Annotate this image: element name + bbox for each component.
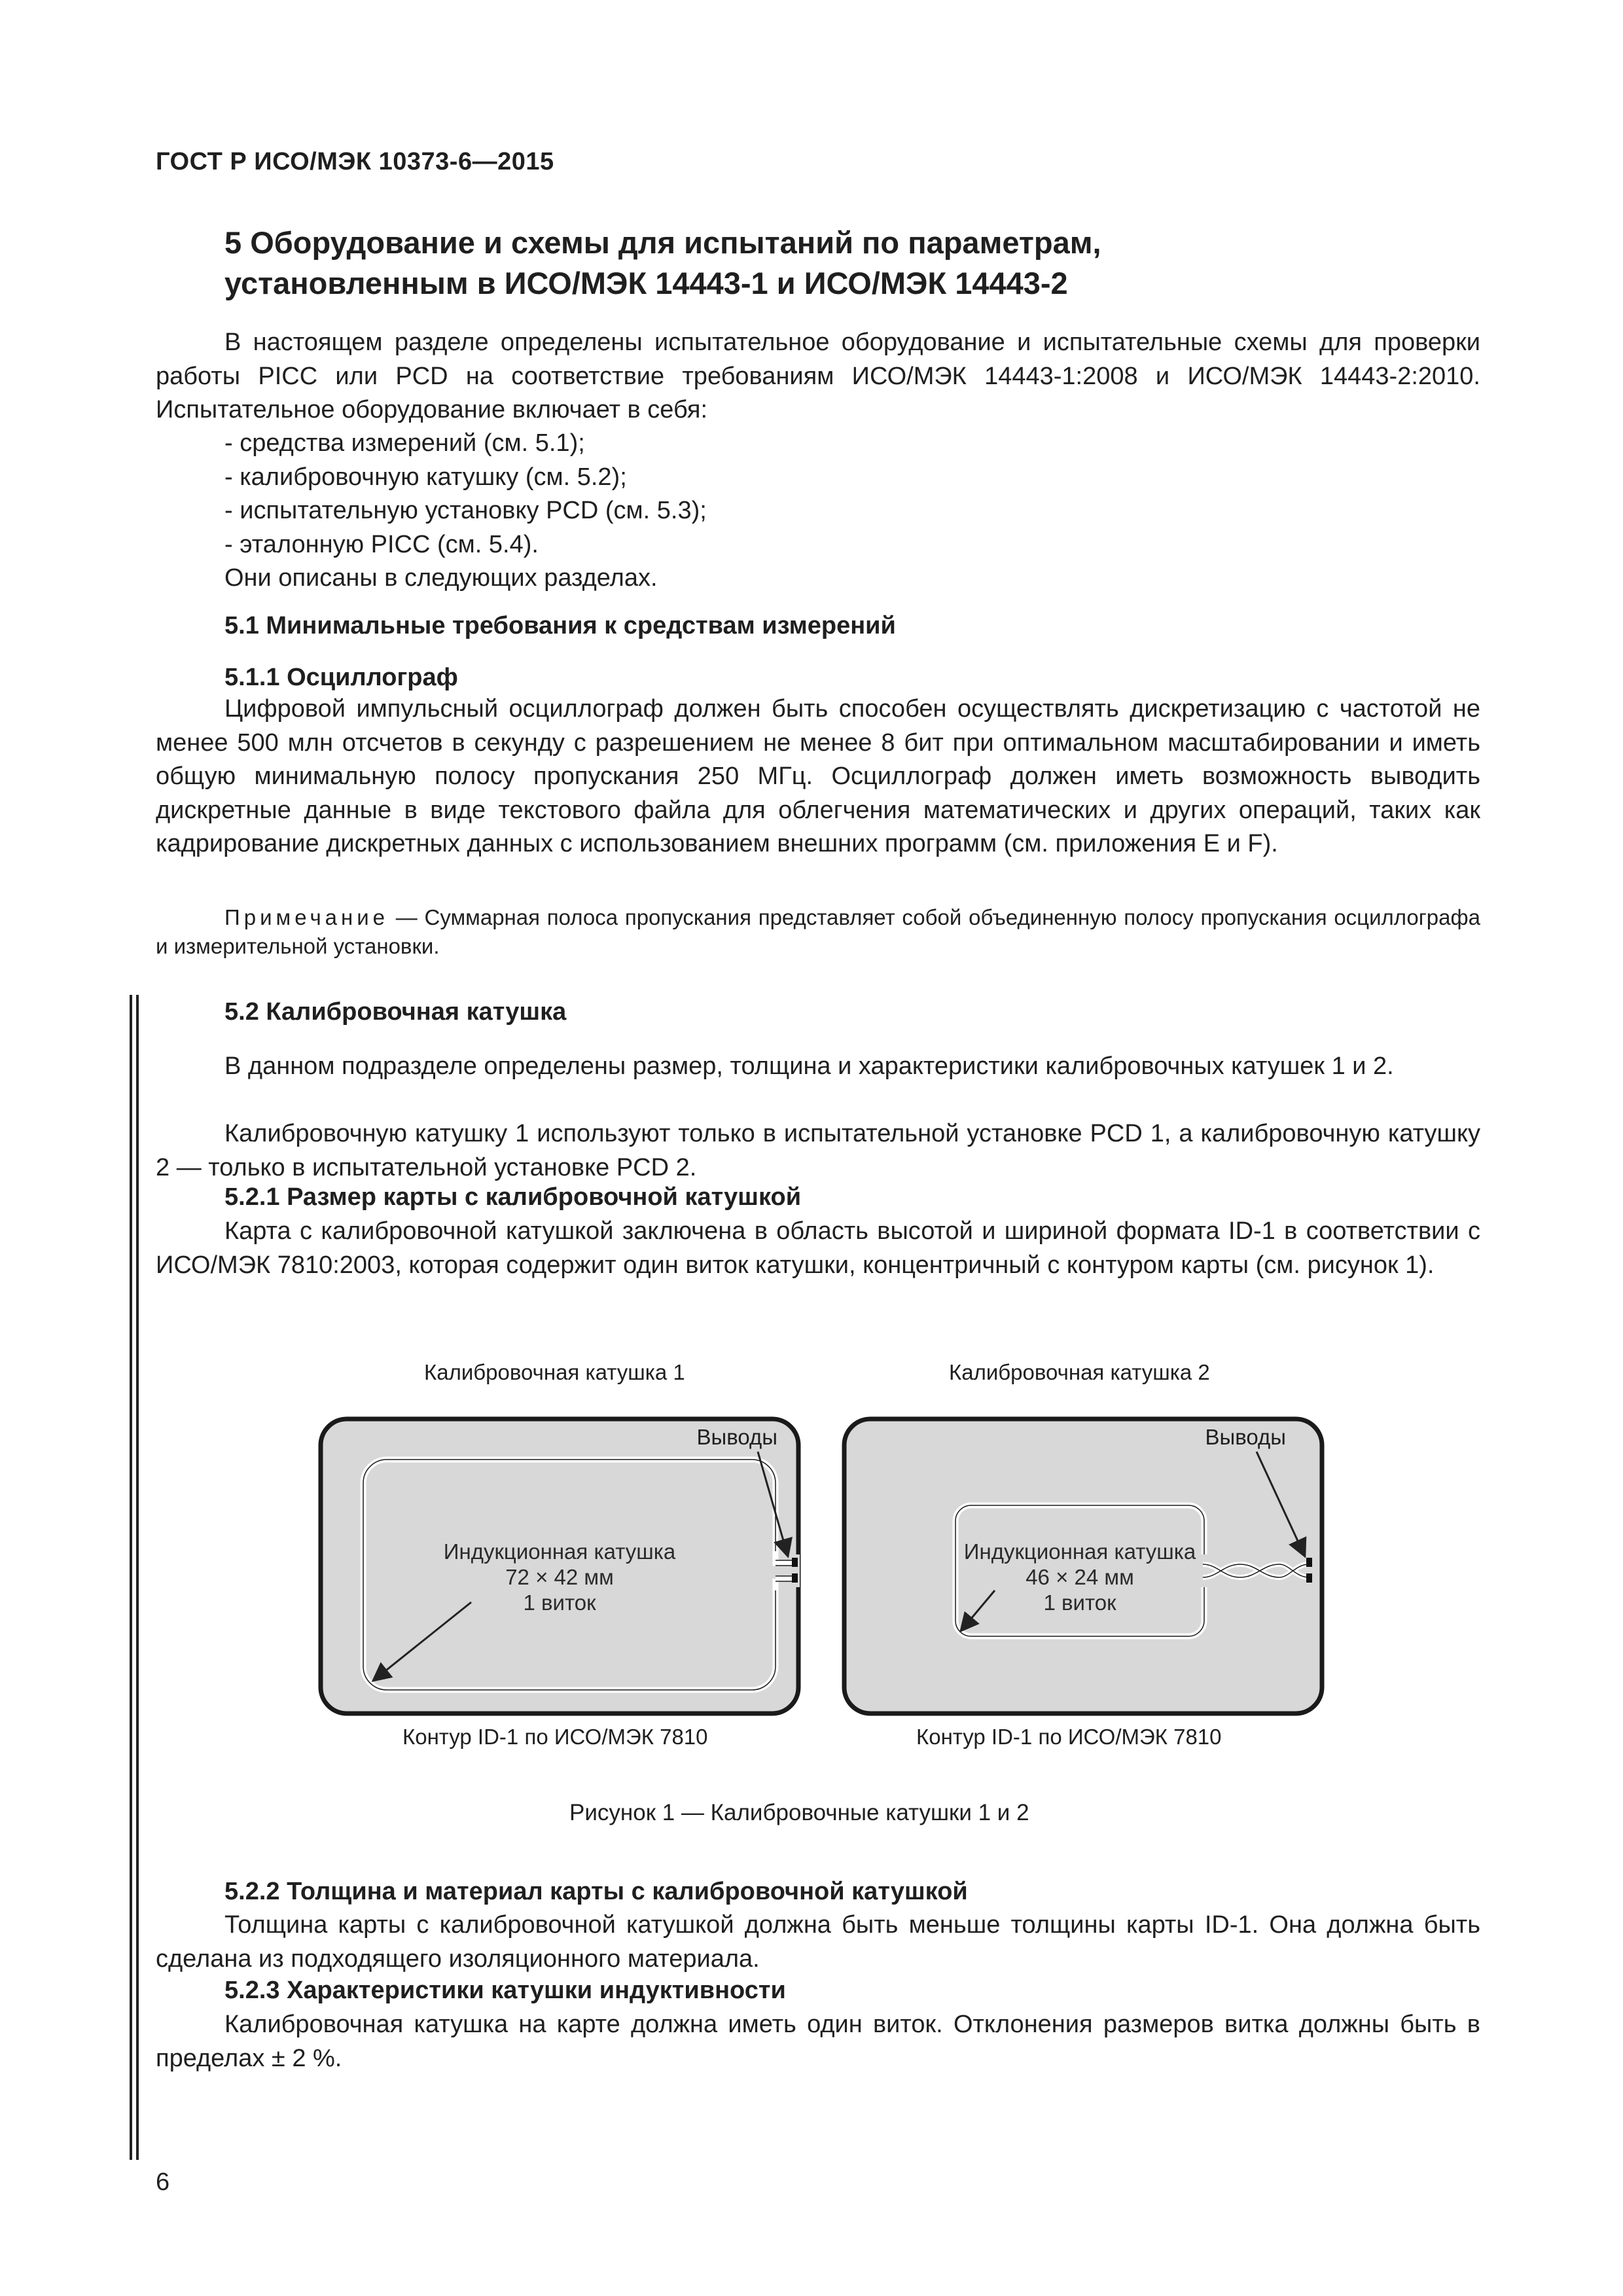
- section-5-closing: Они описаны в следующих разделах.: [224, 564, 658, 592]
- section-5-title-line2: установленным в ИСО/МЭК 14443-1 и ИСО/МЭК 14443-2: [224, 266, 1068, 300]
- note-text: — Суммарная полоса пропускания представляет собой объединенную полосу пропускания осциллографа и измерительной установки.: [156, 905, 1480, 958]
- coil-2-outline-label: Контур ID-1 по ИСО/МЭК 7810: [916, 1725, 1222, 1749]
- section-5-2-2-title: 5.2.2 Толщина и материал карты с калибровочной катушкой: [224, 1878, 968, 1905]
- section-5-2-1-text: Карта с калибровочной катушкой заключена в область высотой и шириной формата ID-1 в соответствии с ИСО/МЭК 7810:2003, которая содержит один виток катушки, концентричный с контуром карты (см. рисунок 1).: [156, 1217, 1480, 1279]
- coil-1-lead-terminal: [792, 1558, 798, 1567]
- coil-1-inner-line1: Индукционная катушка: [443, 1539, 676, 1564]
- section-5-2-1-title: 5.2.1 Размер карты с калибровочной катушкой: [224, 1183, 802, 1211]
- section-5-intro: В настоящем разделе определены испытательное оборудование и испытательные схемы для проверки работы PICC или PCD на соответствие требованиям ИСО/МЭК 14443-1:2008 и ИСО/МЭК 14443-2:2010. Испытательное оборудование включает в себя:: [156, 329, 1480, 423]
- list-item: - испытательную установку PCD (см. 5.3);: [224, 497, 707, 524]
- coil-1-inner-line3: 1 виток: [523, 1590, 596, 1615]
- note-label: Примечание: [224, 905, 389, 929]
- section-5-2-3-text: Калибровочная катушка на карте должна иметь один виток. Отклонения размеров витка должны быть в пределах ± 2 %.: [156, 2011, 1480, 2072]
- list-item: - средства измерений (см. 5.1);: [224, 429, 585, 457]
- document-header: ГОСТ Р ИСО/МЭК 10373-6—2015: [156, 148, 554, 175]
- section-5-2-p1: В данном подразделе определены размер, толщина и характеристики калибровочных катушек 1 и 2.: [224, 1052, 1394, 1080]
- coil-1-leads-label: Выводы: [696, 1425, 777, 1449]
- section-5-2-2-text: Толщина карты с калибровочной катушкой должна быть меньше толщины карты ID-1. Она должна быть сделана из подходящего изоляционного материала.: [156, 1911, 1480, 1973]
- section-5-title-line1: 5 Оборудование и схемы для испытаний по параметрам,: [224, 225, 1101, 260]
- figure-1-caption: Рисунок 1 — Калибровочные катушки 1 и 2: [569, 1800, 1029, 1825]
- section-5-1-1-text: Цифровой импульсный осциллограф должен быть способен осуществлять дискретизацию с частотой не менее 500 млн отсчетов в секунду с разрешением не менее 8 бит при оптимальном масштабировании и иметь общую минимальную полосу пропускания 250 МГц. Осциллограф должен иметь возможность выводить дискретные данные в виде текстового файла для облегчения математических и других операций, таких как кадрирование дискретных данных с использованием внешних программ (см. приложения Е и F).: [156, 695, 1480, 857]
- coil-2-title: Калибровочная катушка 2: [949, 1360, 1210, 1384]
- coil-2-inner-line3: 1 виток: [1043, 1590, 1116, 1615]
- section-5-1-title: 5.1 Минимальные требования к средствам измерений: [224, 612, 896, 639]
- coil-1-lead-terminal: [792, 1573, 798, 1583]
- coil-2-inner-line2: 46 × 24 мм: [1026, 1565, 1134, 1589]
- coil-2-lead-terminal: [1306, 1573, 1312, 1583]
- list-item: - калибровочную катушку (см. 5.2);: [224, 463, 627, 491]
- coil-2-inner-line1: Индукционная катушка: [963, 1539, 1196, 1564]
- coil-2-leads-label: Выводы: [1205, 1425, 1286, 1449]
- list-item: - эталонную PICC (см. 5.4).: [224, 531, 539, 558]
- coil-1-outline-label: Контур ID-1 по ИСО/МЭК 7810: [402, 1725, 708, 1749]
- section-5-2-3-title: 5.2.3 Характеристики катушки индуктивности: [224, 1977, 786, 2004]
- coil-1-title: Калибровочная катушка 1: [424, 1360, 685, 1384]
- coil-1-inner-line2: 72 × 42 мм: [505, 1565, 614, 1589]
- section-5-2-p2: Калибровочную катушку 1 используют только в испытательной установке PCD 1, а калибровочную катушку 2 — только в испытательной установке PCD 2.: [156, 1120, 1480, 1181]
- coil-2-lead-terminal: [1306, 1558, 1312, 1567]
- section-5-1-1-title: 5.1.1 Осциллограф: [224, 664, 458, 691]
- page-number: 6: [156, 2168, 170, 2196]
- section-5-2-title: 5.2 Калибровочная катушка: [224, 998, 567, 1026]
